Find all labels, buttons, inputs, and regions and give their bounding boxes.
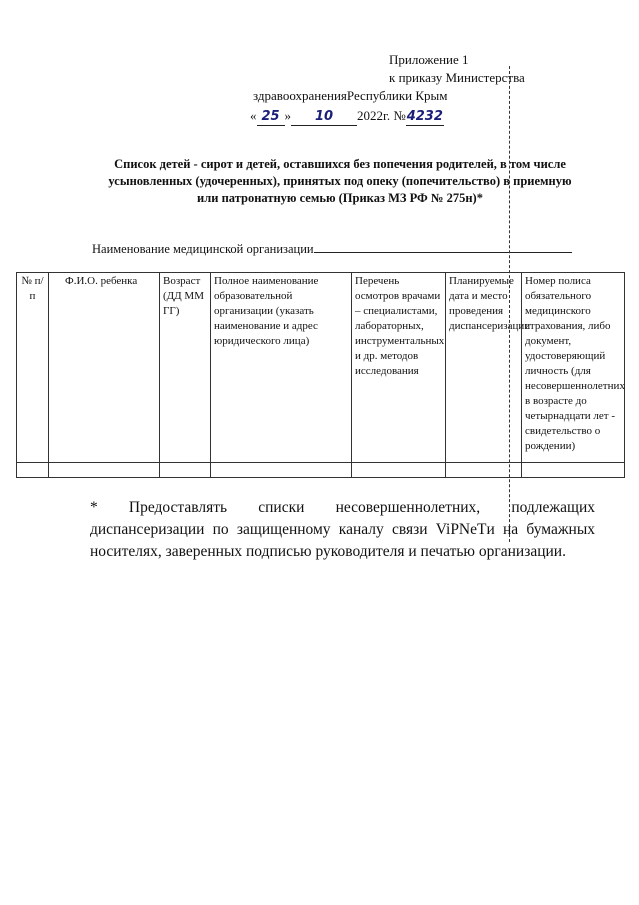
header-insurance: Номер полиса обязательного медицинского страхования, либо документ, удостоверяющий личность (для несовершеннолетних в возрасте до четырнадцати лет - свидетельство о рождении) <box>522 273 625 463</box>
title-line-1: Список детей - сирот и детей, оставшихся без попечения родителей, в том числе <box>114 157 566 171</box>
handwritten-month: 10 <box>291 108 357 126</box>
header-planned-date: Планируемые дата и место проведения диспансеризации <box>446 273 522 463</box>
order-date-line <box>250 107 444 126</box>
scan-fold-line <box>509 66 510 542</box>
document-title <box>60 156 620 207</box>
header-number: № п/п <box>17 273 49 463</box>
org-blank-line <box>314 240 572 253</box>
table-cell[interactable] <box>352 463 446 478</box>
table-cell[interactable] <box>17 463 49 478</box>
appendix-line-1: Приложение 1 <box>389 52 469 67</box>
title-line-2: усыновленных (удочеренных), принятых под опеку (попечительство) в приемную <box>108 174 572 188</box>
org-field <box>92 240 572 257</box>
header-exam-list: Перечень осмотров врачами – специалистами, лабораторных, инструментальных и др. методов исследования <box>352 273 446 463</box>
table-header-row <box>17 273 625 463</box>
title-line-3: или патронатную семью (Приказ МЗ РФ № 275н)* <box>197 191 483 205</box>
header-child-name: Ф.И.О. ребенка <box>49 273 160 463</box>
table-cell[interactable] <box>211 463 352 478</box>
table-cell[interactable] <box>446 463 522 478</box>
handwritten-order-number: 4232 <box>406 109 443 124</box>
header-edu-org: Полное наименование образовательной организации (указать наименование и адрес юридического лица) <box>211 273 352 463</box>
handwritten-day: 25 <box>257 108 285 126</box>
table-cell[interactable] <box>160 463 211 478</box>
children-table <box>16 272 625 478</box>
table-cell[interactable] <box>49 463 160 478</box>
table-cell[interactable] <box>522 463 625 478</box>
appendix-line-2: к приказу Министерства <box>389 70 525 85</box>
org-label: Наименование медицинской организации <box>92 242 314 256</box>
appendix-line-3: здравоохраненияРеспублики Крым <box>253 88 448 103</box>
footnote: * Предоставлять списки несовершеннолетних, подлежащих диспансеризации по защищенному каналу связи ViPNeTи на бумажных носителях, заверенных подписью руководителя и печатью организации. <box>90 499 595 560</box>
date-close-quote: » <box>284 108 291 123</box>
table-row <box>17 463 625 478</box>
date-year: 2022г. № <box>357 108 406 123</box>
header-age: Возраст (ДД ММ ГГ) <box>160 273 211 463</box>
date-open-quote: « <box>250 108 257 123</box>
